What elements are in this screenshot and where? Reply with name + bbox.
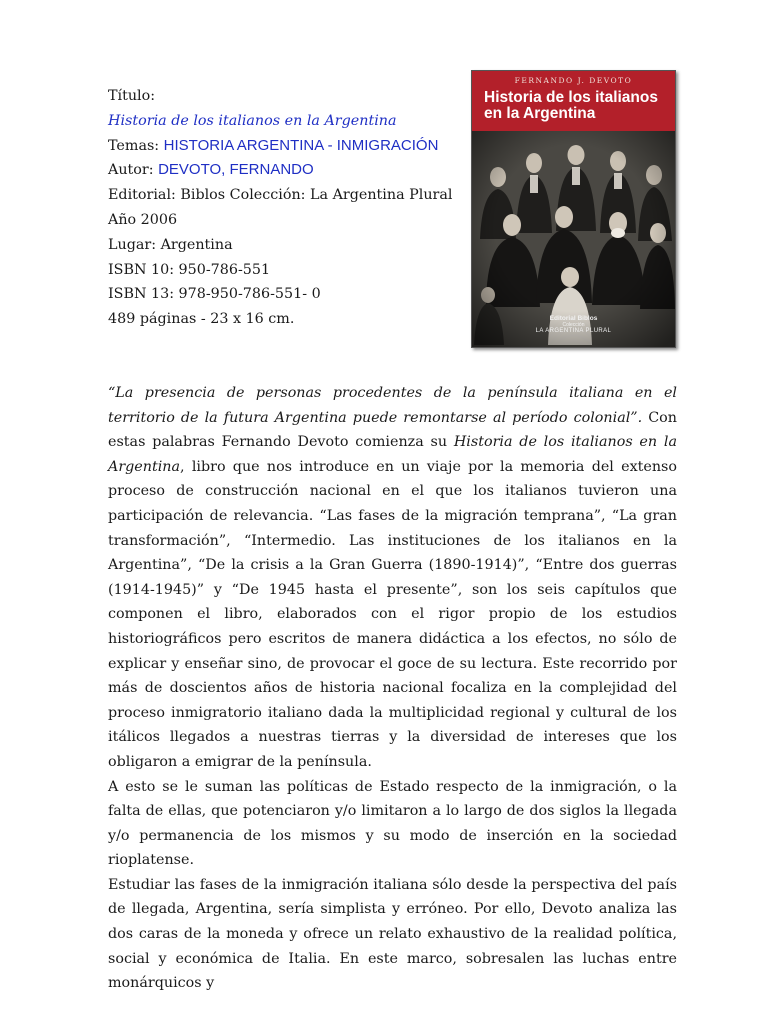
place: Lugar: Argentina	[108, 236, 233, 253]
cover-title-band	[472, 71, 675, 131]
editorial: Editorial: Biblos Colección: La Argentina Plural	[108, 187, 453, 204]
title-label: Título:	[108, 88, 156, 104]
book-cover	[471, 70, 676, 348]
paragraph-1-book-title: Historia de los italianos en la Argentina	[108, 434, 677, 475]
isbn-13: ISBN 13: 978-950-786-551- 0	[108, 286, 321, 303]
cover-publisher-name: Editorial Biblos	[549, 315, 598, 322]
autor-link[interactable]: DEVOTO, FERNANDO	[158, 161, 314, 179]
year: Año 2006	[108, 211, 178, 228]
paragraph-1	[108, 381, 677, 775]
cover-collection-label: Colección	[562, 322, 585, 328]
paragraph-2: A esto se le suman las políticas de Estado respecto de la inmigración, o la falta de ellas, que potenciaron y/o limitaron a lo largo de dos siglos la llegada y/o permanencia de los mismos y su modo de inserción en la sociedad rioplatense.	[108, 778, 677, 869]
cover-author: FERNANDO J. DEVOTO	[514, 76, 633, 85]
paragraph-1-text-b: , libro que nos introduce en un viaje por la memoria del extenso proceso de construcción nacional en el que los italianos tuvieron una participación de relevancia. “Las fases de la migración temprana”, “La gran transformación”, “Intermedio. Las instituciones de los italianos en la Argentina”, “De la crisis a la Gran Guerra (1890-1914)”, “Entre dos guerras (1914-1945)” y “De 1945 hasta el presente”, son los seis capítulos que componen el libro, elaborados con el rigor propio de los estudios historiográficos pero escritos de manera didáctica a los efectos, no sólo de explicar y enseñar sino, de provocar el goce de su lectura. Este recorrido por más de doscientos años de historia nacional focaliza en la complejidad del proceso inmigratorio italiano dada la multiplicidad regional y cultural de los itálicos llegados a nuestras tierras y la diversidad de intereses que los obligaron a emigrar de la península.	[108, 458, 677, 770]
paragraph-3: Estudiar las fases de la inmigración italiana sólo desde la perspectiva del país de llegada, Argentina, sería simplista y erróneo. Por ello, Devoto analiza las dos caras de la moneda y ofrece un relato exhaustivo de la realidad política, social y económica de Italia. En este marco, sobresalen las luchas entre monárquicos y	[108, 876, 677, 992]
isbn-10: ISBN 10: 950-786-551	[108, 261, 271, 278]
temas-link[interactable]: HISTORIA ARGENTINA - INMIGRACIÓN	[163, 136, 439, 154]
cover-title: Historia de los italianos en la Argentina	[484, 89, 658, 122]
review-body	[108, 381, 677, 996]
book-title-link[interactable]: Historia de los italianos en la Argentina	[108, 112, 397, 129]
autor-label: Autor:	[108, 162, 154, 179]
book-metadata	[108, 84, 468, 332]
paragraph-1-text-a: Con estas palabras Fernando Devoto comienza su	[108, 409, 677, 451]
temas-label: Temas:	[108, 137, 160, 154]
pages: 489 páginas - 23 x 16 cm.	[108, 311, 295, 328]
opening-quote: “La presencia de personas procedentes de la península italiana en el territorio de la futura Argentina puede remontarse al período colonial”.	[108, 385, 677, 426]
cover-collection-name: LA ARGENTINA PLURAL	[535, 328, 612, 334]
cover-publisher	[472, 315, 675, 334]
